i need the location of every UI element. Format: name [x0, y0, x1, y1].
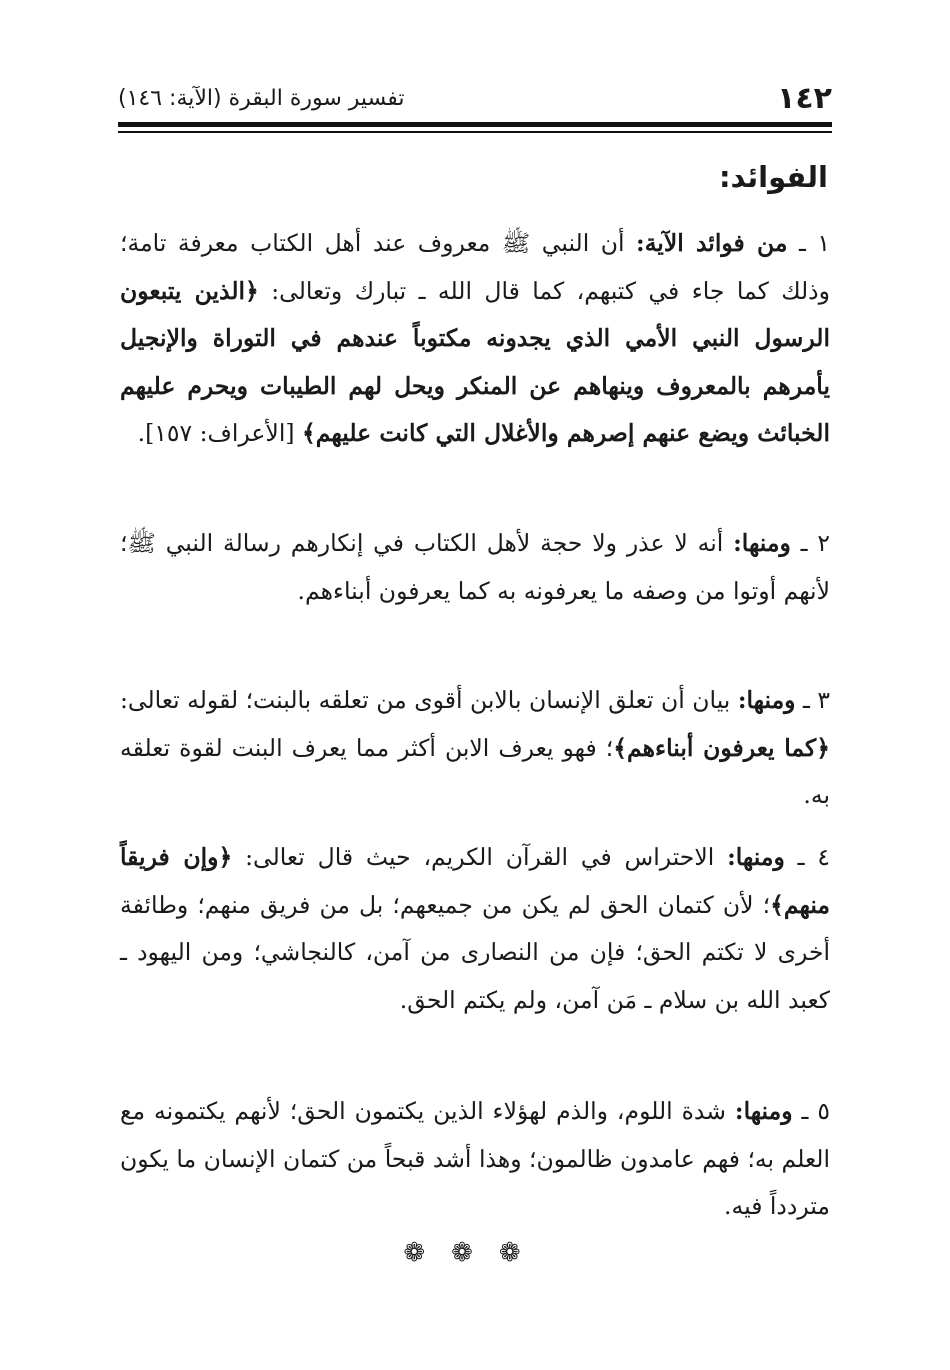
paragraph-lead: ومنها:: [737, 686, 796, 714]
section-end-ornaments: ❁❁❁: [403, 1238, 547, 1268]
header-rule-thin: [118, 131, 832, 133]
paragraph-5: [120, 1088, 830, 1231]
paragraph-text: ؛ فهو يعرف الابن أكثر مما يعرف البنت لقوة تعلقه به.: [120, 733, 830, 809]
page-number: ١٤٢: [777, 80, 832, 116]
paragraph-number: ٣ ـ: [803, 686, 830, 714]
paragraph-lead: من فوائد الآية:: [636, 229, 788, 257]
paragraph-text: بيان أن تعلق الإنسان بالابن أقوى من تعلقه بالبنت؛ لقوله تعالى:: [120, 686, 731, 714]
paragraph-text: أنه لا عذر ولا حجة لأهل الكتاب في إنكارهم رسالة النبي ﷺ؛ لأنهم أوتوا من وصفه ما يعرفونه به كما يعرفون أبناءهم.: [120, 529, 830, 605]
paragraph-text: أن النبي ﷺ معروف عند أهل الكتاب معرفة تامة؛ وذلك كما جاء في كتبهم، كما قال الله ـ تبارك وتعالى:: [120, 229, 830, 305]
paragraph-3: [120, 677, 830, 820]
paragraph-1: [120, 220, 830, 458]
paragraph-text: الاحتراس في القرآن الكريم، حيث قال تعالى:: [245, 843, 715, 871]
quran-quote: ﴿كما يعرفون أبناءهم﴾: [613, 733, 831, 762]
paragraph-2: [120, 520, 830, 615]
quran-reference: [الأعراف: ١٥٧].: [137, 419, 295, 447]
paragraph-4: [120, 834, 830, 1024]
paragraph-number: ٥ ـ: [801, 1097, 830, 1125]
paragraph-lead: ومنها:: [733, 529, 791, 557]
running-title: تفسير سورة البقرة (الآية: ١٤٦): [118, 85, 405, 111]
paragraph-number: ٢ ـ: [800, 529, 830, 557]
section-heading: الفوائد:: [718, 160, 828, 194]
header-rule-thick: [118, 122, 832, 127]
running-head: [118, 78, 832, 118]
paragraph-lead: ومنها:: [727, 843, 785, 871]
paragraph-number: ٤ ـ: [797, 843, 830, 871]
quran-quote: ﴿وإن فريقاً منهم﴾: [120, 843, 830, 919]
paragraph-lead: ومنها:: [734, 1097, 793, 1125]
paragraph-text: ؛ لأن كتمان الحق لم يكن من جميعهم؛ بل من فريق منهم؛ وطائفة أخرى لا تكتم الحق؛ فإن من النصارى من آمن، كالنجاشي؛ ومن اليهود ـ كعبد الله بن سلام ـ مَن آمن، ولم يكتم الحق.: [120, 890, 830, 1014]
paragraph-number: ١ ـ: [798, 229, 830, 257]
quran-quote: ﴿الذين يتبعون الرسول النبي الأمي الذي يجدونه مكتوباً عندهم في التوراة والإنجيل يأمرهم بالمعروف وينهاهم عن المنكر ويحل لهم الطيبات ويحرم عليهم الخبائث ويضع عنهم إصرهم والأغلال التي كانت عليهم﴾: [120, 276, 830, 447]
paragraph-text: شدة اللوم، والذم لهؤلاء الذين يكتمون الحق؛ لأنهم يكتمونه مع العلم به؛ فهم عامدون ظالمون؛ وهذا أشد قبحاً من كتمان الإنسان ما يكون متردداً فيه.: [120, 1097, 830, 1220]
